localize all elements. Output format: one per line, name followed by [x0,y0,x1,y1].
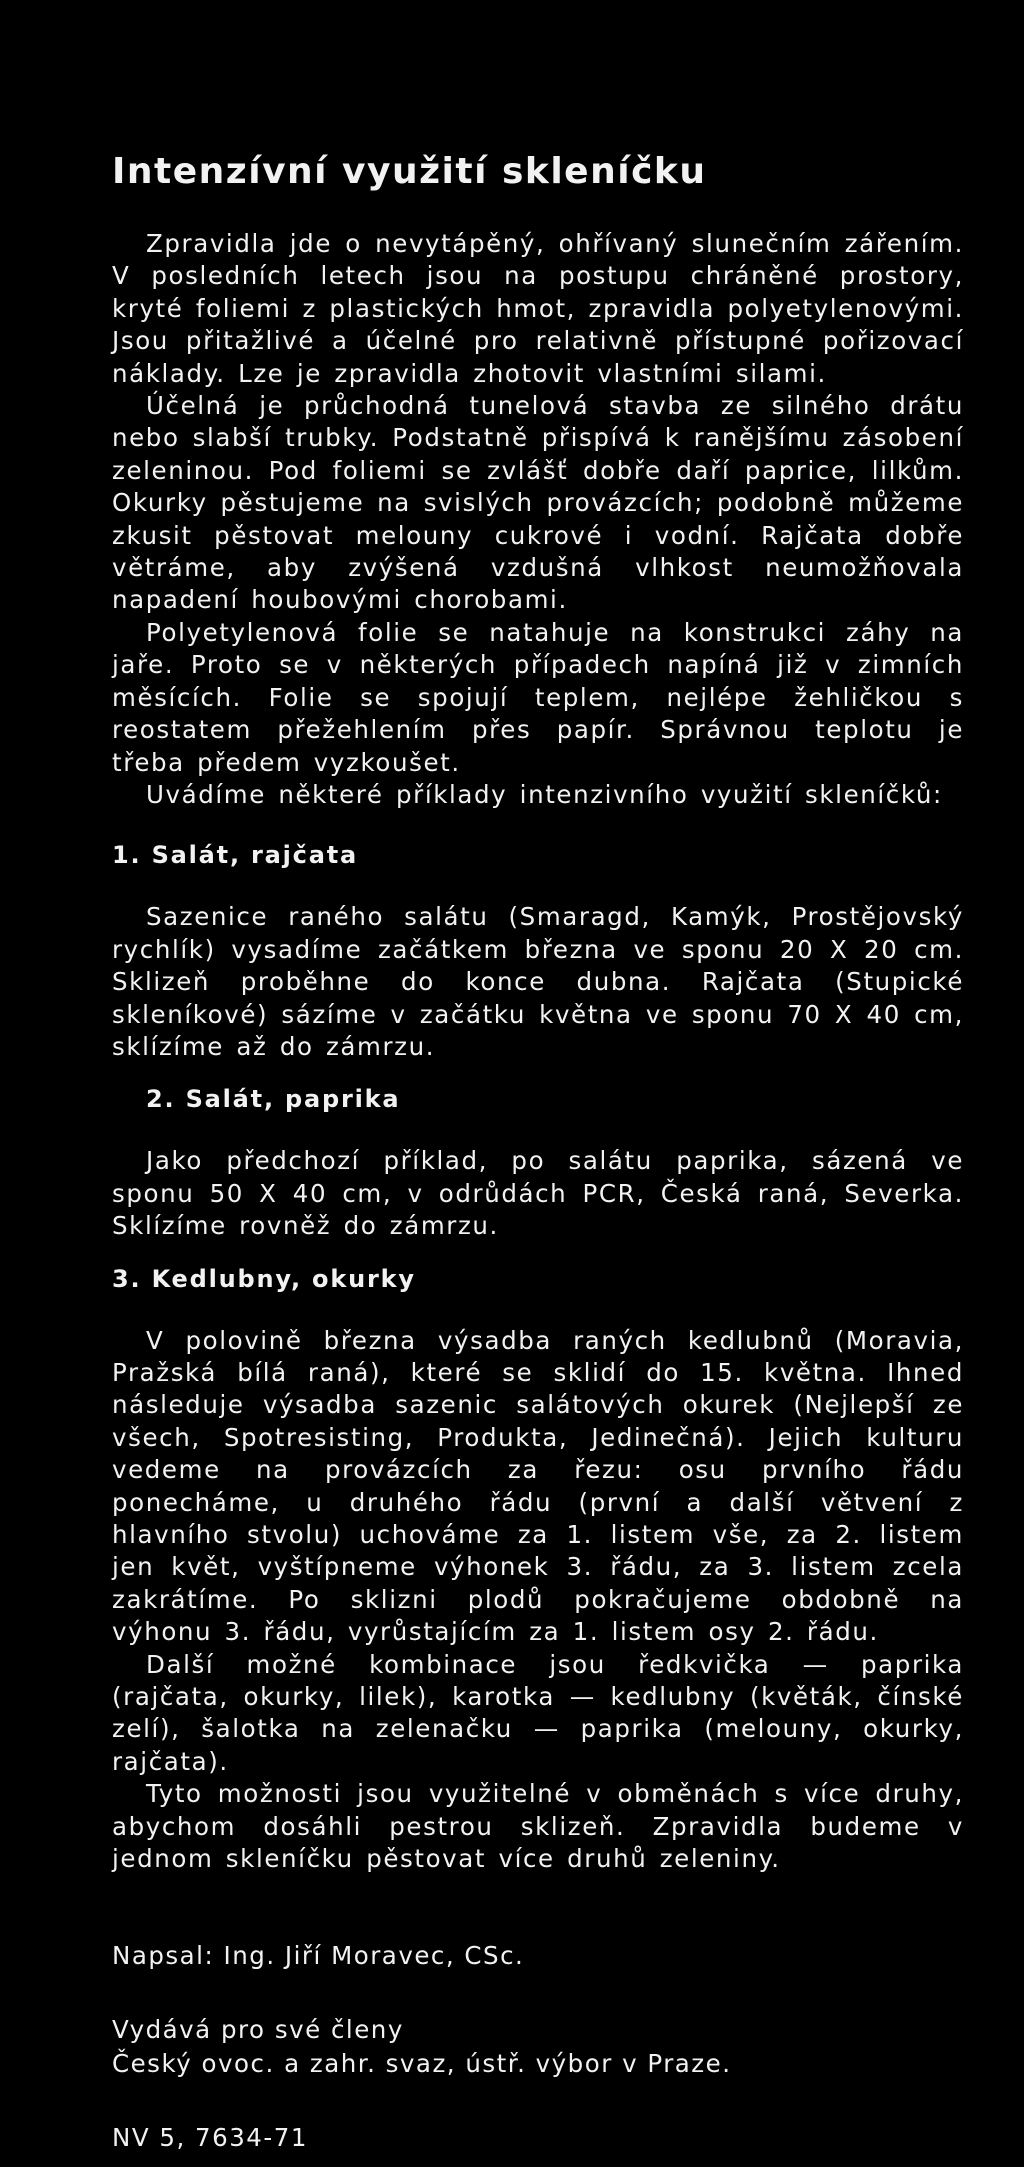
section-heading-2: 2. Salát, paprika [146,1085,401,1114]
intro-paragraph-4: Uvádíme některé příklady intenzivního využití skleníčků: [146,779,943,809]
section-heading-3: 3. Kedlubny, okurky [112,1264,416,1293]
section-heading-1: 1. Salát, rajčata [112,841,358,870]
section-3-paragraph-1: V polovině března výsadba raných kedlubnů (Moravia, Pražská bílá raná), které se sklidí do 15. května. Ihned následuje výsadba sazenic salátových okurek (Nejlepší ze všech, Spotresisting, Produkta, Jedinečná). Jejich kulturu vedeme na provázcích za řezu: osu prvního řádu ponecháme, u druhého řádu (první a další větvení z hlavního stvolu) uchováme za 1. listem vše, za 2. listem jen květ, vyštípneme výhonek 3. řádu, za 3. listem zcela zakrátíme. Po sklizni plodů pokračujeme obdobně na výhonu 3. řádu, vyrůstajícím za 1. listem osy 2. řádu. [112,1325,964,1647]
publisher-line-2: Český ovoc. a zahr. svaz, ústř. výbor v Praze. [112,2049,732,2079]
publisher-block [112,2013,964,2081]
section-3-paragraph-2: Další možné kombinace jsou ředkvička — paprika (rajčata, okurky, lilek), karotka — kedlubny (květák, čínské zelí), šalotka na zelenačku — paprika (melouny, okurky, rajčata). [112,1649,964,1776]
document-page [112,150,964,2155]
author-line: Napsal: Ing. Jiří Moravec, CSc. [112,1941,525,1971]
publisher-line-1: Vydává pro své členy [112,2015,404,2045]
section-1-paragraph-1: Sazenice raného salátu (Smaragd, Kamýk, Prostějovský rychlík) vysadíme začátkem března ve sponu 20 X 20 cm. Sklizeň proběhne do konce dubna. Rajčata (Stupické skleníkové) sázíme v začátku května ve sponu 70 X 40 cm, sklízíme až do zámrzu. [112,902,964,1061]
intro-paragraph-2: Účelná je průchodná tunelová stavba ze silného drátu nebo slabší trubky. Podstatně přispívá k ranějšímu zásobení zeleninou. Pod foliemi se zvlášť dobře daří paprice, lilkům. Okurky pěstujeme na svislých provázcích; podobně můžeme zkusit pěstovat melouny cukrové i vodní. Rajčata dobře větráme, aby zvýšená vzdušná vlhkost neumožňovala napadení houbovými chorobami. [112,391,964,615]
section-3-paragraph-3: Tyto možnosti jsou využitelné v obměnách s více druhy, abychom dosáhli pestrou sklizeň. Zpravidla budeme v jednom skleníčku pěstovat více druhů zeleniny. [112,1779,964,1874]
intro-paragraph-3: Polyetylenová folie se natahuje na konstrukci záhy na jaře. Proto se v některých případech napíná již v zimních měsících. Folie se spojují teplem, nejlépe žehličkou s reostatem přežehlením přes papír. Správnou teplotu je třeba předem vyzkoušet. [112,617,964,777]
page-title: Intenzívní využití skleníčku [112,151,707,192]
intro-paragraph-1: Zpravidla jde o nevytápěný, ohřívaný slunečním zářením. V posledních letech jsou na postupu chráněné prostory, kryté foliemi z plastických hmot, zpravidla polyetylenovými. Jsou přitažlivé a účelné pro relativně přístupné pořizovací náklady. Lze je zpravidla zhotovit vlastními silami. [112,229,964,388]
document-code: NV 5, 7634-71 [112,2123,308,2153]
section-2-paragraph-1: Jako předchozí příklad, po salátu paprika, sázená ve sponu 50 X 40 cm, v odrůdách PCR, Česká raná, Severka. Sklízíme rovněž do zámrzu. [112,1146,964,1241]
